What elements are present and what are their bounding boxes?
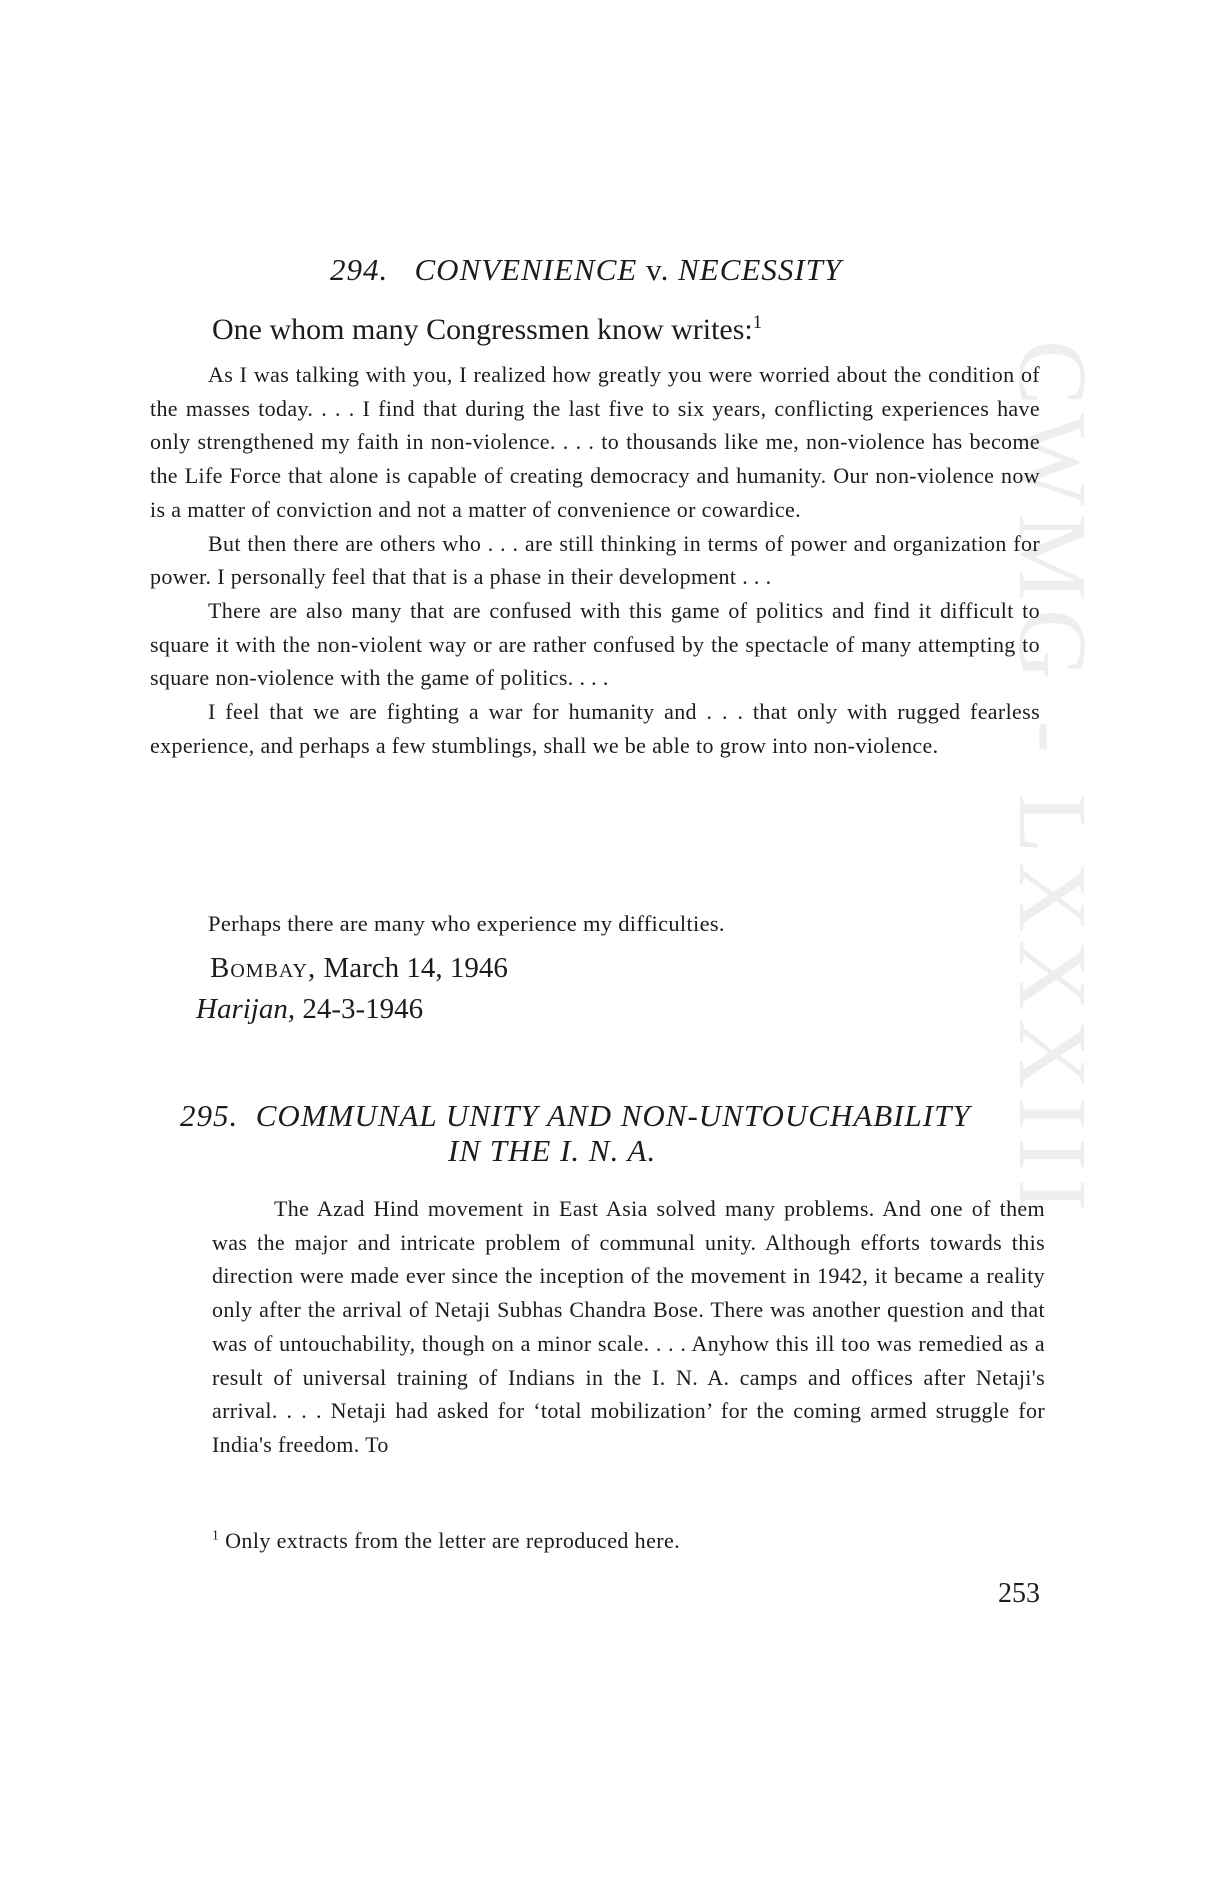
item-295-heading-line1 (180, 1098, 971, 1134)
letter-paragraph-2: But then there are others who . . . are still thinking in terms of power and organization for power. I personally feel that that is a phase in their development . . . (150, 530, 1040, 590)
item-295-number: 295. (180, 1098, 239, 1133)
dateline-date: March 14, 1946 (323, 952, 508, 984)
item-295-paragraph: The Azad Hind movement in East Asia solved many problems. And one of them was the major and intricate problem of communal unity. Although efforts towards this direction were made ever since the inception of the movement in 1942, it became a reality only after the arrival of Netaji Subhas Chandra Bose. There was another question and that was of untouchability, though on a minor scale. . . . Anyhow this ill too was remedied as a result of universal training of Indians in the I. N. A. camps and offices after Netaji's arrival. . . . Netaji had asked for ‘total mobilization’ for the coming armed struggle for India's freedom. To (212, 1196, 1045, 1457)
item-294-closing: Perhaps there are many who experience my difficulties. (208, 911, 725, 936)
item-294-title-part1: CONVENIENCE (414, 252, 638, 287)
page-number: 253 (998, 1578, 1040, 1609)
item-294-lead-text: One whom many Congressmen know writes: (212, 313, 753, 346)
footnote (212, 1528, 680, 1554)
item-294-lead (212, 313, 762, 347)
dateline-place: Bombay, (210, 952, 317, 984)
item-295-body (212, 1192, 1045, 1462)
letter-paragraph-1: As I was talking with you, I realized how greatly you were worried about the condition of the masses today. . . . I find that during the last five to six years, conflicting experiences have only strengthened my faith in non-violence. . . . to thousands like me, non-violence has become the Life Force that alone is capable of creating democracy and humanity. Our non-violence now is a matter of conviction and not a matter of convenience or cowardice. (150, 362, 1040, 522)
item-294-title-part2: NECESSITY (678, 252, 843, 287)
item-294-dateline (210, 952, 508, 985)
letter-paragraph-3: There are also many that are confused with this game of politics and find it difficult to square it with the non-violent way or are rather confused by the spectacle of many attempting to square non-violence with the game of politics. . . . (150, 597, 1040, 691)
item-295-heading-line2: IN THE I. N. A. (448, 1133, 657, 1168)
item-294-heading (330, 252, 842, 288)
source-title: Harijan, (196, 993, 296, 1025)
letter-paragraph-4: I feel that we are fighting a war for humanity and . . . that only with rugged fearless experience, and perhaps a few stumblings, shall we be able to grow into non-violence. (150, 699, 1040, 758)
footnote-text: Only extracts from the letter are reproduced here. (225, 1528, 681, 1553)
source-date: 24-3-1946 (302, 993, 424, 1025)
footnote-marker: 1 (212, 1527, 220, 1543)
item-294-title-v: v. (646, 252, 670, 287)
item-294-source (196, 993, 423, 1026)
footnote-ref: 1 (752, 312, 763, 333)
item-294-letter (150, 358, 1040, 762)
item-295-title-line1: COMMUNAL UNITY AND NON-UNTOUCHABILITY (255, 1098, 971, 1133)
watermark-text: CWMG - LXXXIII (998, 340, 1106, 1220)
item-294-number: 294. (330, 252, 389, 287)
